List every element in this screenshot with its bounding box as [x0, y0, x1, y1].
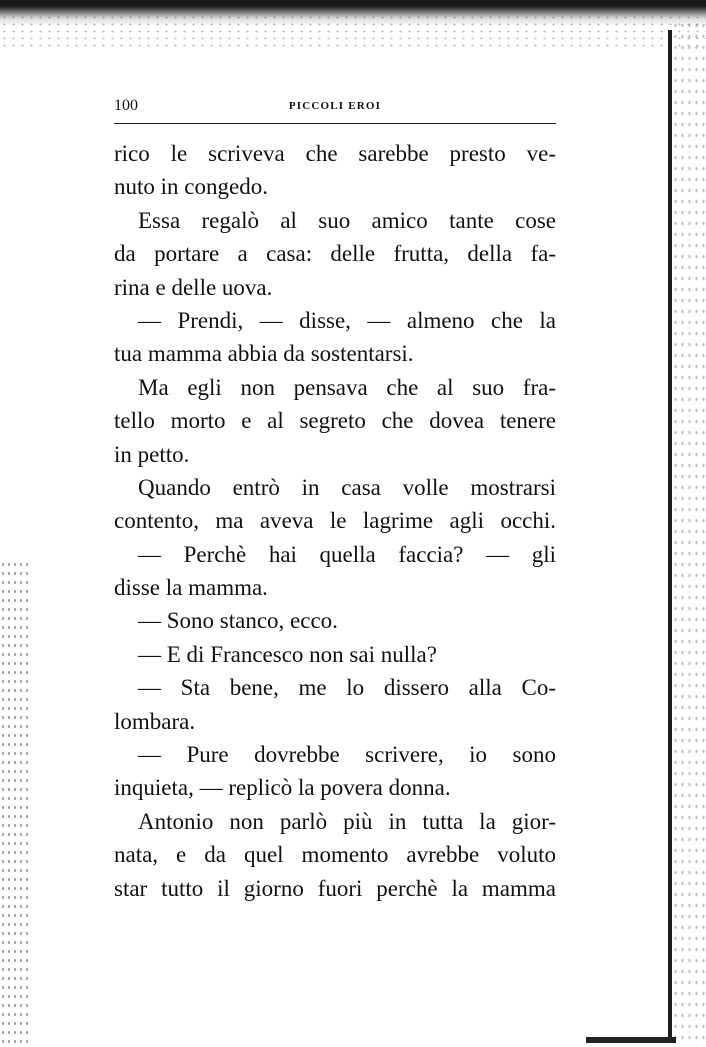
text-line: — Sono stanco, ecco.: [138, 608, 338, 634]
page-number: 100: [114, 97, 138, 114]
text-line: in petto.: [114, 441, 190, 467]
text-line: rico le scriveva che sarebbe presto ve-: [114, 141, 556, 166]
text-line: Essa regalò al suo amico tante cose: [138, 207, 556, 233]
page-header: [114, 96, 556, 118]
text-line: star tutto il giorno fuori perchè la mamma: [114, 875, 556, 901]
scan-left-edge: [0, 560, 28, 1047]
text-line: — Perchè hai quella faccia? — gli: [138, 541, 556, 567]
text-line: contento, ma aveva le lagrime agli occhi.: [114, 508, 556, 534]
body-text: [114, 137, 556, 905]
text-line: — Sta bene, me lo dissero alla Co-: [138, 675, 556, 701]
text-line: inquieta, — replicò la povera donna.: [114, 775, 451, 801]
scan-top-speckle: [0, 14, 706, 50]
text-line: nata, e da quel momento avrebbe voluto: [114, 842, 556, 868]
text-line: Quando entrò in casa volle mostrarsi: [138, 474, 556, 500]
header-rule: [114, 123, 556, 124]
text-line: — Prendi, — disse, — almeno che la: [138, 307, 556, 333]
text-line: lombara.: [114, 708, 196, 734]
text-line: — E di Francesco non sai nulla?: [138, 641, 437, 667]
text-line: da portare a casa: delle frutta, della fa-: [114, 241, 556, 267]
text-line: — Pure dovrebbe scrivere, io sono: [138, 742, 556, 768]
scan-right-strip: [672, 20, 706, 1047]
scan-bottom-mark: [586, 1037, 676, 1043]
text-line: nuto in congedo.: [114, 174, 268, 200]
text-line: disse la mamma.: [114, 575, 268, 601]
text-line: rina e delle uova.: [114, 274, 273, 300]
running-head: PICCOLI EROI: [288, 100, 382, 112]
text-line: Ma egli non pensava che al suo fra-: [138, 374, 556, 400]
scan-right-edge-line: [668, 30, 672, 1040]
text-line: tello morto e al segreto che dovea tenere: [114, 408, 556, 434]
text-line: Antonio non parlò più in tutta la gior-: [138, 808, 556, 834]
text-line: tua mamma abbia da sostentarsi.: [114, 341, 414, 367]
